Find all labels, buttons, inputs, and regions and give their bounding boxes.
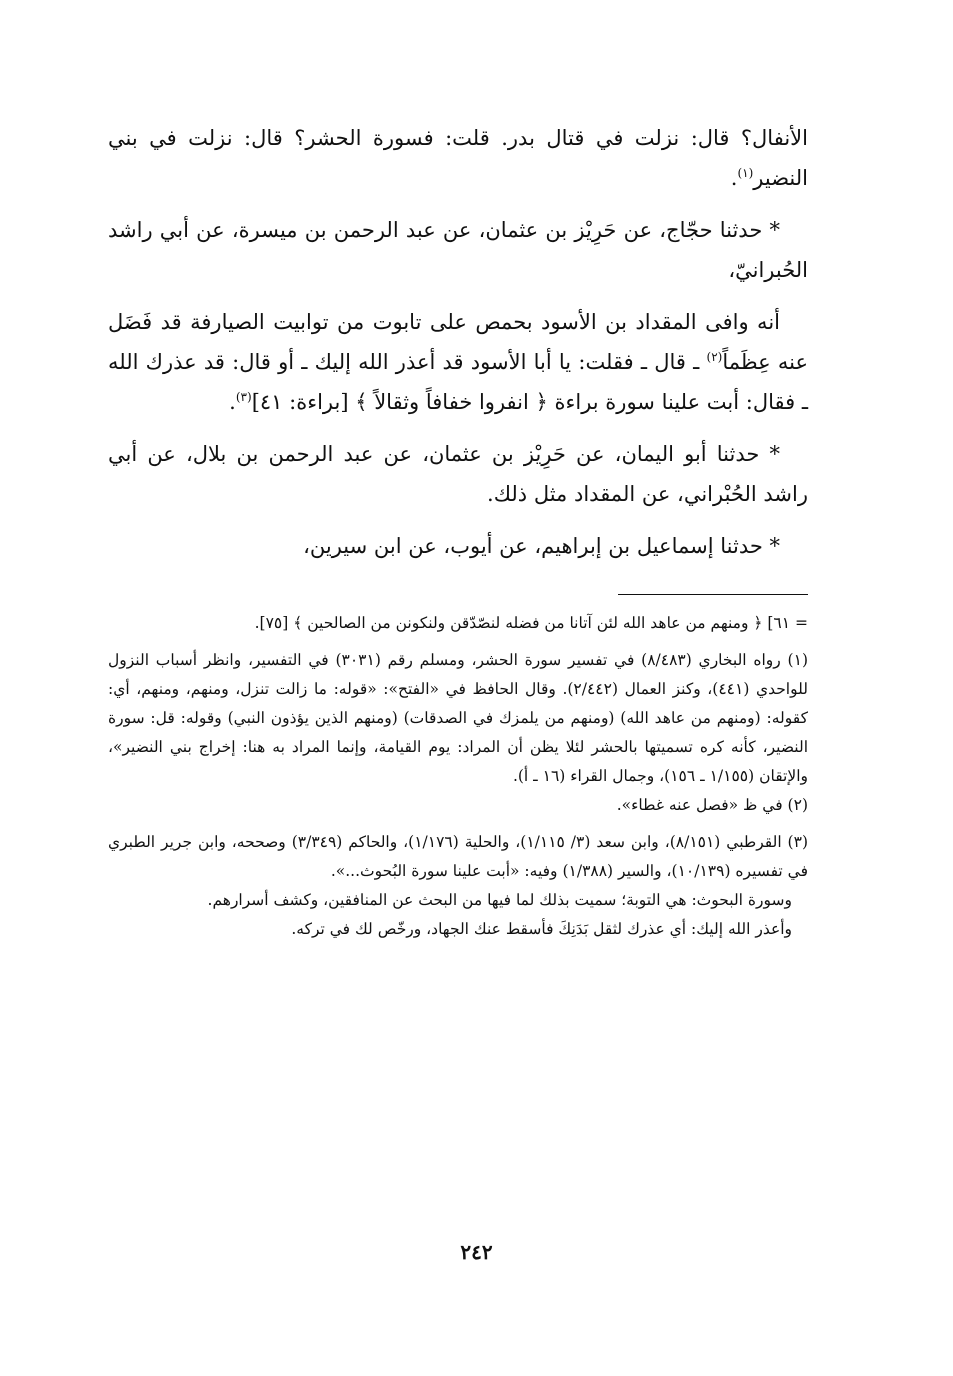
paragraph-3 (108, 302, 808, 422)
main-text (108, 118, 808, 566)
paragraph-1-text: الأنفال؟ قال: نزلت في قتال بدر. قلت: فسورة الحشر؟ قال: نزلت في بني النضير (108, 126, 808, 190)
footnotes (108, 609, 808, 944)
paragraph-5-text: * حدثنا إسماعيل بن إبراهيم، عن أيوب، عن ابن سيرين، (303, 534, 780, 558)
footnote-separator-wrap (108, 594, 808, 595)
paragraph-4-text: * حدثنا أبو اليمان، عن حَرِيْز بن عثمان، عن عبد الرحمن بن بلال، عن أبي راشد الحُبْراني، عن المقداد مثل ذلك. (108, 442, 808, 506)
paragraph-2 (108, 210, 808, 290)
paragraph-4 (108, 434, 808, 514)
footnote-ref-1: (١) (737, 166, 754, 180)
footnote-ref-3: (٣) (235, 390, 252, 404)
footnote-separator (618, 594, 808, 595)
paragraph-1-end: . (730, 166, 738, 190)
footnote-1: (١) رواه البخاري (٨/٤٨٣) في تفسير سورة الحشر، ومسلم رقم (٣٠٣١) في التفسير، وانظر أسباب النزول للواحدي (٤٤١)، وكنز العمال (٢/٤٤٢). وقال الحافظ في «الفتح»: «قوله: ما زالت تنزل، ومنهم، ومنهم، أي: كقوله: (ومنهم من عاهد الله) (ومنهم من يلمزك في الصدقات) (ومنهم الذين يؤذون النبي) وقوله: قل: سورة النضير، كأنه كره تسميتها بالحشر لئلا يظن أن المراد: يوم القيامة، وإنما المراد به هنا: إخراج بني النضير»، والإتقان (١/١٥٥ ـ ١٥٦)، وجمال القراء (١٦ ـ أ). (108, 651, 808, 785)
footnote-ref-2: (٢) (706, 350, 723, 364)
footnote-2: (٢) في ظ «فصل عنه غطاء». (616, 796, 808, 814)
page-number: ٢٤٢ (460, 1240, 493, 1264)
footnote-continued: = ٦١] ﴿ ومنهم من عاهد الله لئن آتانا من فضله لنصّدّقن ولنكونن من الصالحين ﴾ [٧٥]. (254, 614, 808, 632)
paragraph-3-text-b: ـ قال ـ فقلت: يا أبا الأسود قد أعذر الله إليك ـ أو قال: قد عذرك الله ـ فقال: أبت علينا سورة براءة ﴿ انفروا خفافاً وثقالاً ﴾ [براءة: ٤١] (108, 350, 808, 414)
paragraph-1 (108, 118, 808, 198)
paragraph-5 (108, 526, 808, 566)
paragraph-3-text-a: أنه وافى المقداد بن الأسود بحمص على تابوت من توابيت الصيارفة قد فَضَل عنه عِظَماً (108, 310, 808, 374)
paragraph-2-text: * حدثنا حجّاج، عن حَرِيْز بن عثمان، عن عبد الرحمن بن ميسرة، عن أبي راشد الحُبرانيّ، (108, 218, 808, 282)
footnote-3-note-a: وسورة البحوث: هي التوبة؛ سميت بذلك لما فيها من البحث عن المنافقين، وكشف أسرارهم. (207, 891, 792, 909)
paragraph-3-end: . (229, 390, 236, 414)
footnote-3-note-b: وأعذر الله إليك: أي عذرك لثقل بَدَنِكَ فأسقط عنك الجهاد، ورخّص لك في تركه. (291, 920, 792, 938)
page-body (108, 118, 808, 944)
footnote-3: (٣) القرطبي (٨/١٥١)، وابن سعد (٣/ ١/١١٥)، والحلية (١/١٧٦)، والحاكم (٣/٣٤٩) وصححه، وابن جرير الطبري في تفسيره (١٠/١٣٩)، والسير (١/٣٨٨) وفيه: «أبت علينا سورة البُحوث...». (108, 833, 808, 880)
